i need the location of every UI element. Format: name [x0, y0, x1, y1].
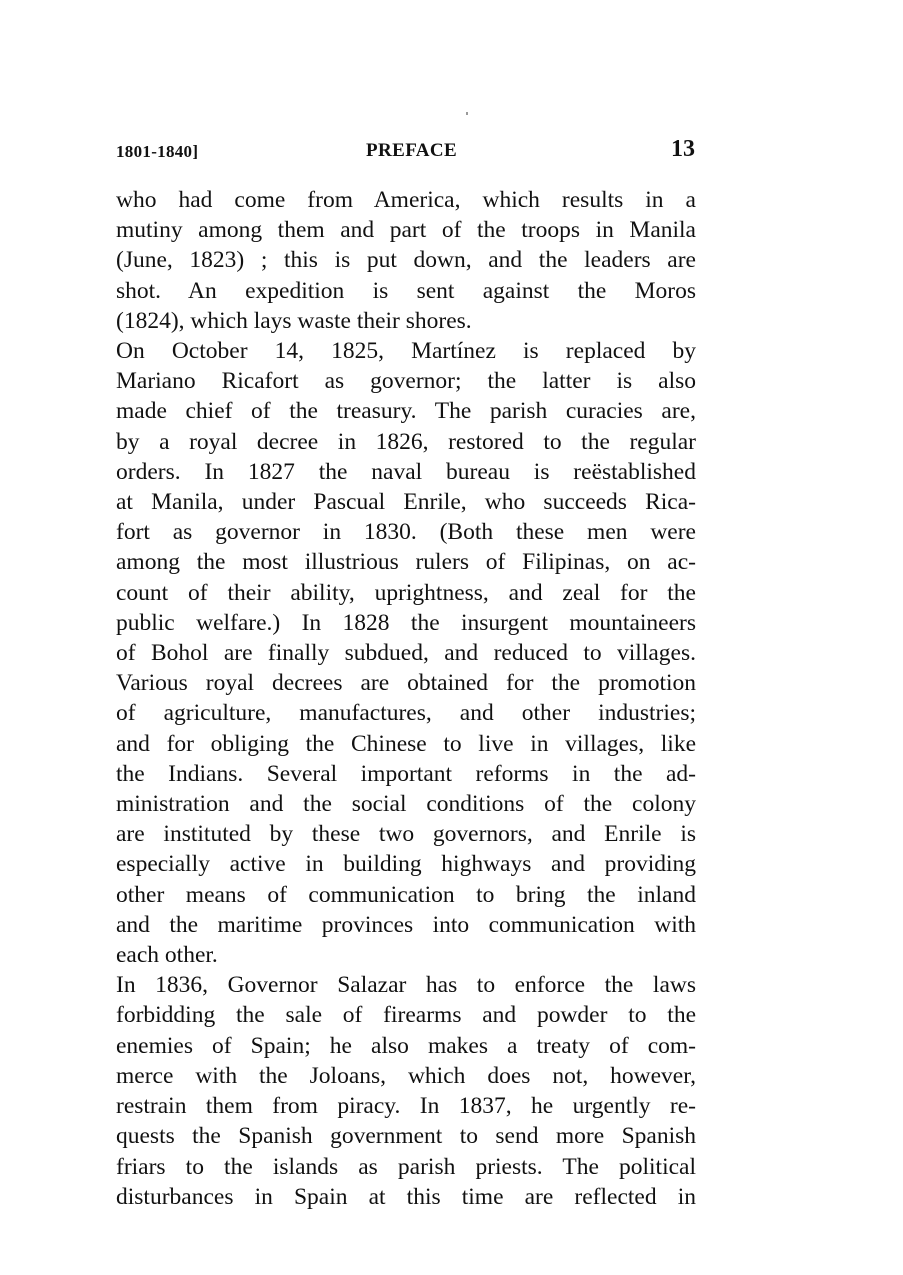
text-line: are instituted by these two governors, and Enrile is: [116, 821, 696, 848]
text-line: the Indians. Several important reforms in the ad-: [116, 760, 696, 787]
text-line: each other.: [116, 942, 218, 969]
text-line: public welfare.) In 1828 the insurgent mountaineers: [116, 609, 696, 636]
text-line: and the maritime provinces into communication with: [116, 911, 696, 938]
text-line: merce with the Joloans, which does not, however,: [116, 1062, 696, 1089]
text-line: On October 14, 1825, Martínez is replaced by: [116, 338, 696, 365]
text-line: of Bohol are finally subdued, and reduced to villages.: [116, 640, 696, 667]
running-head: [116, 136, 700, 170]
text-line: fort as governor in 1830. (Both these men were: [116, 519, 696, 546]
text-line: among the most illustrious rulers of Filipinas, on ac-: [116, 549, 696, 576]
text-line: Mariano Ricafort as governor; the latter is also: [116, 368, 696, 395]
text-line: orders. In 1827 the naval bureau is reëstablished: [116, 458, 696, 485]
text-line: friars to the islands as parish priests. The political: [116, 1153, 696, 1180]
text-line: and for obliging the Chinese to live in villages, like: [116, 730, 696, 757]
page-number: 13: [671, 136, 695, 162]
text-line: who had come from America, which results in a: [116, 187, 696, 213]
text-line: (June, 1823) ; this is put down, and the leaders are: [116, 247, 696, 274]
text-line: forbidding the sale of firearms and powder to the: [116, 1002, 696, 1029]
text-line: especially active in building highways and providing: [116, 851, 696, 878]
text-line: enemies of Spain; he also makes a treaty of com-: [116, 1032, 696, 1059]
running-head-title: PREFACE: [366, 140, 458, 161]
body-text: [116, 185, 696, 1212]
text-line: mutiny among them and part of the troops in Manila: [116, 217, 696, 244]
text-line: disturbances in Spain at this time are reflected in: [116, 1183, 696, 1210]
text-line: at Manila, under Pascual Enrile, who succeeds Rica-: [116, 489, 696, 516]
text-line: of agriculture, manufactures, and other industries;: [116, 700, 696, 727]
text-line: (1824), which lays waste their shores.: [116, 307, 472, 334]
text-line: other means of communication to bring the inland: [116, 881, 696, 908]
text-line: Various royal decrees are obtained for the promotion: [116, 670, 696, 697]
running-head-date-range: 1801-1840]: [116, 142, 199, 161]
text-line: made chief of the treasury. The parish curacies are,: [116, 398, 696, 425]
text-line: restrain them from piracy. In 1837, he urgently re-: [116, 1093, 696, 1120]
paragraph-3: [116, 970, 696, 1212]
text-line: by a royal decree in 1826, restored to the regular: [116, 428, 696, 455]
text-line: shot. An expedition is sent against the Moros: [116, 277, 696, 304]
text-line: quests the Spanish government to send more Spanish: [116, 1123, 696, 1150]
text-line: count of their ability, uprightness, and zeal for the: [116, 579, 696, 606]
text-line: ministration and the social conditions of the colony: [116, 791, 696, 818]
scan-speck: [466, 112, 468, 115]
text-line: In 1836, Governor Salazar has to enforce the laws: [116, 972, 696, 999]
paragraph-1: [116, 185, 696, 336]
paragraph-2: [116, 336, 696, 970]
